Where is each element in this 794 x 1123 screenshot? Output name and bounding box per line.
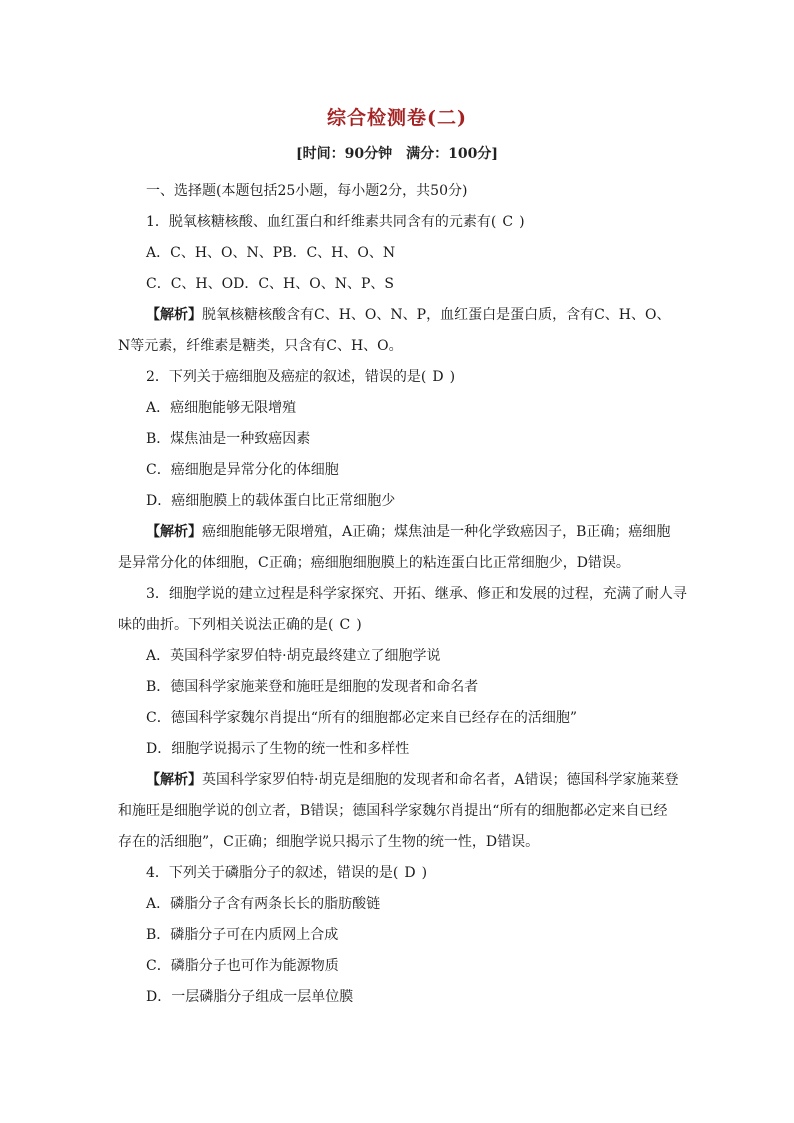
question-3-option-b: B．德国科学家施莱登和施旺是细胞的发现者和命名者 [146,679,479,695]
question-2-option-b: B．煤焦油是一种致癌因素 [146,431,311,447]
question-1-options-ab: A．C、H、O、N、PB．C、H、O、N [146,245,396,261]
exam-content [118,176,687,1013]
question-4-stem: 4．下列关于磷脂分子的叙述，错误的是( D ) [118,858,680,889]
page-title: 综合检测卷(二) [327,107,467,129]
question-2-option-c: C．癌细胞是异常分化的体细胞 [146,462,339,478]
question-4-answer: D [404,865,416,881]
question-4-option-d: D．一层磷脂分子组成一层单位膜 [146,989,354,1005]
question-2-option-d: D．癌细胞膜上的载体蛋白比正常细胞少 [146,493,396,509]
question-3-option-a: A．英国科学家罗伯特·胡克最终建立了细胞学说 [146,648,441,664]
question-1-answer: C [502,214,514,230]
question-3-stem-line2: 味的曲折。下列相关说法正确的是( C ) [118,610,680,641]
section-heading: 一、选择题(本题包括25小题，每小题2分，共50分) [146,183,468,199]
question-2-answer: D [432,369,444,385]
question-2-stem: 2．下列关于癌细胞及癌症的叙述，错误的是( D ) [118,362,680,393]
question-4-option-c: C．磷脂分子也可作为能源物质 [146,958,339,974]
question-4-option-b: B．磷脂分子可在内质网上合成 [146,927,339,943]
question-2-explanation: 【解析】癌细胞能够无限增殖，A正确；煤焦油是一种化学致癌因子，B正确；癌细胞是异常分化的体细胞，C正确；癌细胞细胞膜上的粘连蛋白比正常细胞少，D错误。 [118,524,671,571]
question-4-option-a: A．磷脂分子含有两条长长的脂肪酸链 [146,896,381,912]
exam-meta: [时间：90分钟 满分：100分] [296,146,498,162]
question-1-explanation: 【解析】脱氧核糖核酸含有C、H、O、N、P，血红蛋白是蛋白质，含有C、H、O、N等元素，纤维素是糖类，只含有C、H、O。 [118,307,671,354]
question-1-stem: 1．脱氧核糖核酸、血红蛋白和纤维素共同含有的元素有( C ) [118,207,680,238]
question-3-option-d: D．细胞学说揭示了生物的统一性和多样性 [146,741,410,757]
question-3-option-c: C．德国科学家魏尔肖提出“所有的细胞都必定来自已经存在的活细胞” [146,710,578,726]
question-3-answer: C [339,617,351,633]
question-3-stem-line1: 3．细胞学说的建立过程是科学家探究、开拓、继承、修正和发展的过程，充满了耐人寻 [146,586,687,602]
question-3-explanation: 【解析】英国科学家罗伯特·胡克是细胞的发现者和命名者，A错误；德国科学家施莱登和施旺是细胞学说的创立者，B错误；德国科学家魏尔肖提出“所有的细胞都必定来自已经存在的活细胞”，C正确；细胞学说只揭示了生物的统一性，D错误。 [118,772,679,850]
question-2-option-a: A．癌细胞能够无限增殖 [146,400,297,416]
question-1-options-cd: C．C、H、OD．C、H、O、N、P、S [146,276,394,292]
